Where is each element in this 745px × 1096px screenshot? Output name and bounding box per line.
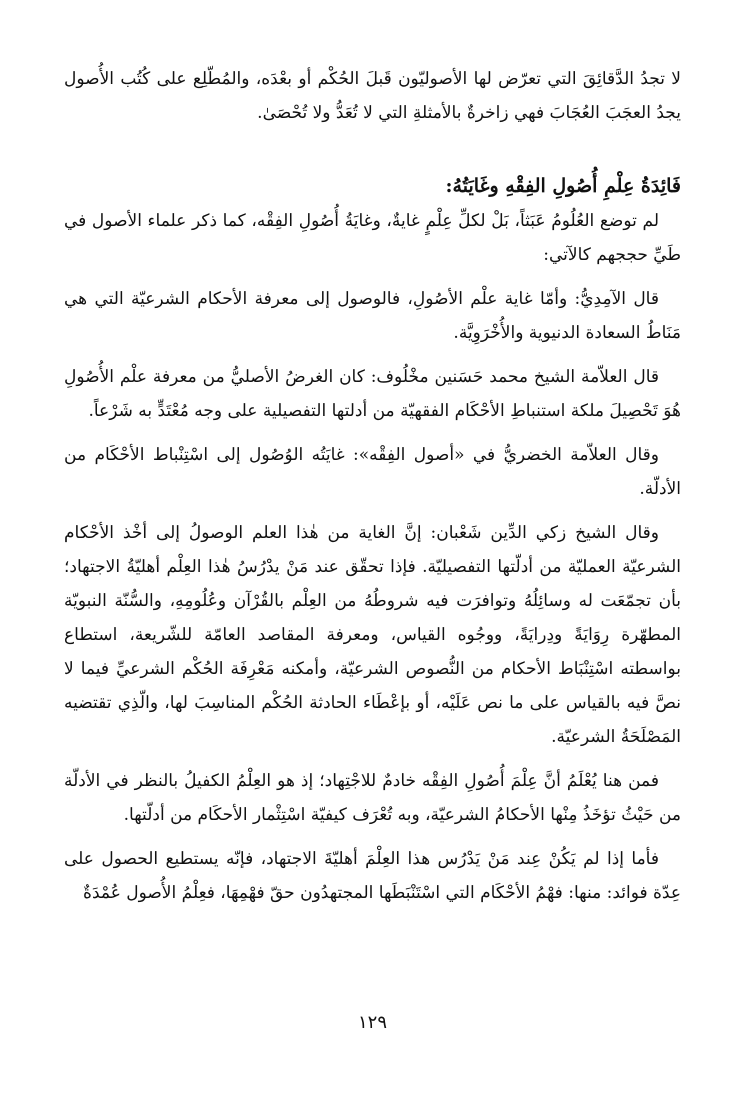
intro-paragraph: لا تجدُ الدَّقائِقَ التي تعرّض لها الأصوليّون قَبلَ الحُكْم أو بعْدَه، والمُطّلِع على كُتُب الأُصول يجدُ العجَبَ العُجَابَ فهي زاخرةٌ بالأمثلةِ التي لا تُعَدُّ ولا تُحْصَىٰ. <box>64 69 681 123</box>
paragraph-amidi: قال الآمِدِيُّ: وأمّا غاية علْم الأصُولِ، فالوصول إلى معرفة الأحكام الشرعيّة التي هي مَنَاطُ السعادة الدنيوية والأُخْرَوِيَّة. <box>64 289 681 343</box>
paragraph-makhluf: قال العلاّمة الشيخ محمد حَسَنين مخْلُوف: كان الغرضُ الأصليُّ من معرفة علْم الأُصُولِ هُوَ تَحْصِيلَ ملكة استنباطِ الأحْكَام الفقهيّة من أدلتها التفصيلية على وجه مُعْتَدٍّ به شَرْعاً. <box>64 367 681 421</box>
paragraph-benefits: فأما إذا لم يَكُنْ عِند مَنْ يَدْرُس هذا العِلْمَ أهليّةَ الاجتهاد، فإنّه يستطيع الحصول على عِدّة فوائد: منها: فهْمُ الأحْكَام التي اسْتَنْبَطَها المجتهدُون حقّ فهْمِهَا، فعِلْمُ الأُصول عُمْدَةٌ <box>64 849 681 903</box>
section-heading: فَائِدَةُ عِلْمِ أُصُولِ الفِقْهِ وغَايَتُهُ: <box>445 175 681 197</box>
page-number: ١٢٩ <box>357 1012 387 1033</box>
paragraph-purpose: لم توضع العُلُومُ عَبَثاً، بَلْ لكلِّ عِلْمٍ غايةٌ، وغايَةُ أُصُولِ الفِقْه، كما ذكر علماء الأصول في طَيِّ حججهم كالآتي: <box>64 211 681 265</box>
paragraph-shaban: وقال الشيخ زكي الدِّين شَعْبان: إنَّ الغاية من هٰذا العلم الوصولُ إلى أخْذ الأحْكام الشرعيّة العمليّة من أدلّتها التفصيليّة. فإذا تحقّق عند مَنْ يدْرُسُ هٰذا العِلْم أهليّةُ الاجتهاد؛ بأن تجمّعَت له وسائِلُهُ وتوافرَت فيه شروطُهُ من العِلْم بالقُرْآن وعُلُومِهِ، والسُّنّة النبويّة المطهّرة رِوَايَةً ودِرايَةً، ووجُوه القياس، ومعرفة المقاصد العامّة للشّريعة، استطاع بواسطته اسْتِنْبَاط الأحكام من النُّصوص الشرعيّة، وأمكنه مَعْرِفَة الحُكْم الشرعيِّ فيما لا نصَّ فيه بالقياس على ما نص عَلَيْه، أو بإعْطَاء الحادثة الحُكْم المناسِبَ لها، والّذِي تقتضيه المَصْلَحَةُ الشرعيّة. <box>64 523 681 747</box>
paragraph-ijtihad: فمن هنا يُعْلَمُ أنَّ عِلْمَ أُصُولِ الفِقْه خادمٌ للاجْتِهاد؛ إذ هو العِلْمُ الكفيلُ بالنظر في الأدلّة من حَيْثُ تؤخَذُ مِنْها الأحكامُ الشرعيّة، وبه تُعْرَف كيفيّة اسْتِثْمار الأحكَام من أدلّتها. <box>64 771 681 825</box>
paragraph-khudari: وقال العلاّمة الخضريُّ في «أصول الفِقْه»: غايَتُه الوُصُول إلى اسْتِنْباط الأحْكَام من الأدلّة. <box>64 445 681 499</box>
